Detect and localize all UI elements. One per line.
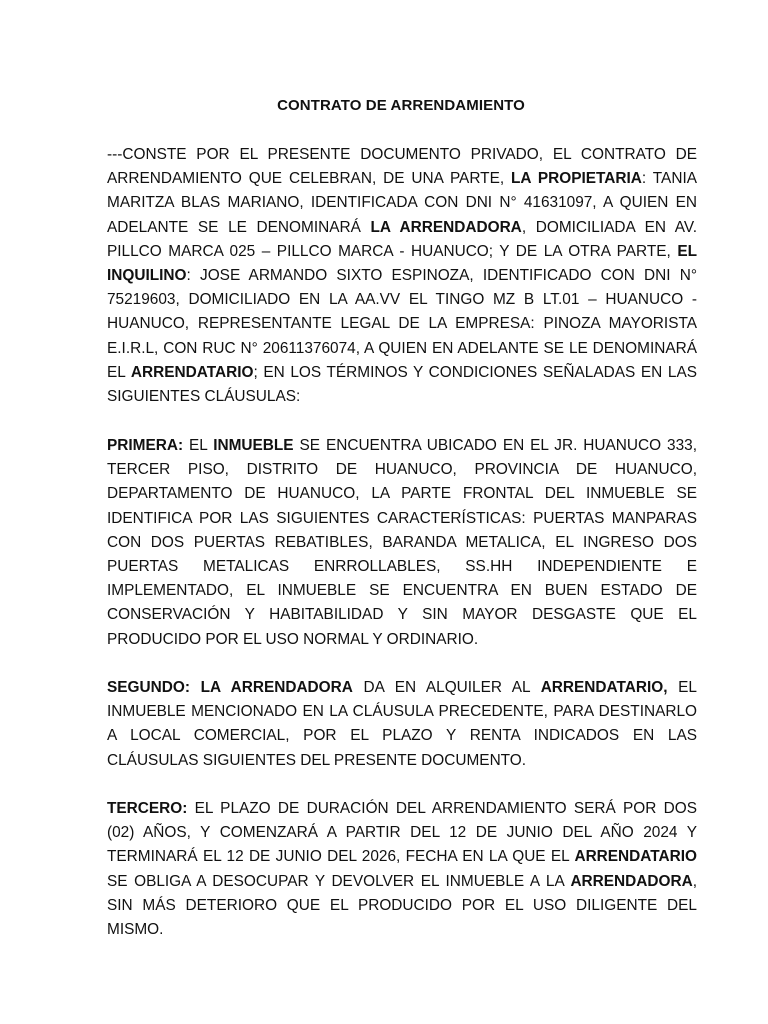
bold-term: EL INQUILINO xyxy=(107,242,697,285)
document-title: CONTRATO DE ARRENDAMIENTO xyxy=(277,97,525,114)
text-run: ---CONSTE POR EL PRESENTE DOCUMENTO PRIVADO, EL CONTRATO DE ARRENDAMIENTO QUE CELEBRAN, DE UNA PARTE, xyxy=(107,146,697,188)
clause-segundo xyxy=(107,676,697,773)
clause-tercero xyxy=(107,797,697,942)
bold-term: LA ARRENDADORA xyxy=(370,218,522,236)
text-run: : TANIA MARITZA BLAS MARIANO, IDENTIFICADA CON DNI N° 41631097, A QUIEN EN ADELANTE SE LE DENOMINARÁ xyxy=(107,170,697,236)
bold-term: ARRENDATARIO xyxy=(130,363,254,381)
text-run: EL INMUEBLE MENCIONADO EN LA CLÁUSULA PRECEDENTE, PARA DESTINARLO A LOCAL COMERCIAL, POR EL PLAZO Y RENTA INDICADOS EN LAS CLÁUSULAS SIGUIENTES DEL PRESENTE DOCUMENTO. xyxy=(107,679,697,769)
text-run: SE ENCUENTRA UBICADO EN EL JR. HUANUCO 333, TERCER PISO, DISTRITO DE HUANUCO, PROVINCIA DE HUANUCO, DEPARTAMENTO DE HUANUCO, LA PARTE FRONTAL DEL INMUEBLE SE IDENTIFICA POR LAS SIGUIENTES CARACTERÍSTICAS: PUERTAS MANPARAS CON DOS PUERTAS REBATIBLES, BARANDA METALICA, EL INGRESO DOS PUERTAS METALICAS ENRROLLABLES, SS.HH INDEPENDIENTE E IMPLEMENTADO, EL INMUEBLE SE ENCUENTRA EN BUEN ESTADO DE CONSERVACIÓN Y HABITABILIDAD Y SIN MAYOR DESGASTE QUE EL PRODUCIDO POR EL USO NORMAL Y ORDINARIO. xyxy=(107,437,697,648)
text-run: , SIN MÁS DETERIORO QUE EL PRODUCIDO POR EL USO DILIGENTE DEL MISMO. xyxy=(107,872,697,939)
bold-term: ARRENDATARIO, xyxy=(540,679,668,696)
bold-term: SEGUNDO: LA ARRENDADORA xyxy=(107,679,353,696)
bold-term: ARRENDATARIO xyxy=(574,848,697,866)
bold-term: ARRENDADORA xyxy=(570,872,693,890)
bold-term: INMUEBLE xyxy=(213,437,294,454)
bold-term: PRIMERA: xyxy=(107,437,184,454)
intro-paragraph xyxy=(107,143,697,409)
clause-primera xyxy=(107,434,697,652)
text-run: EL xyxy=(183,437,214,454)
text-run: SE OBLIGA A DESOCUPAR Y DEVOLVER EL INMUEBLE A LA xyxy=(107,872,571,890)
text-run: : JOSE ARMANDO SIXTO ESPINOZA, IDENTIFICADO CON DNI N° 75219603, DOMICILIADO EN LA AA.VV EL TINGO MZ B LT.01 – HUANUCO - HUANUCO, REPRESENTANTE LEGAL DE LA EMPRESA: PINOZA MAYORISTA E.I.R.L, CON RUC N° 20611376074, A QUIEN EN ADELANTE SE LE DENOMINARÁ EL xyxy=(107,267,697,381)
text-run: EL PLAZO DE DURACIÓN DEL ARRENDAMIENTO SERÁ POR DOS (02) AÑOS, Y COMENZARÁ A PARTIR DEL 12 DE JUNIO DEL AÑO 2024 Y TERMINARÁ EL 12 DE JUNIO DEL 2026, FECHA EN LA QUE EL xyxy=(107,800,697,866)
text-run: , DOMICILIADA EN AV. PILLCO MARCA 025 – PILLCO MARCA - HUANUCO; Y DE LA OTRA PARTE, xyxy=(107,218,698,260)
bold-term: LA PROPIETARIA xyxy=(511,170,642,188)
bold-term: TERCERO: xyxy=(107,800,188,817)
text-run: DA EN ALQUILER AL xyxy=(352,679,541,696)
text-run: ; EN LOS TÉRMINOS Y CONDICIONES SEÑALADAS EN LAS SIGUIENTES CLÁUSULAS: xyxy=(107,363,698,406)
